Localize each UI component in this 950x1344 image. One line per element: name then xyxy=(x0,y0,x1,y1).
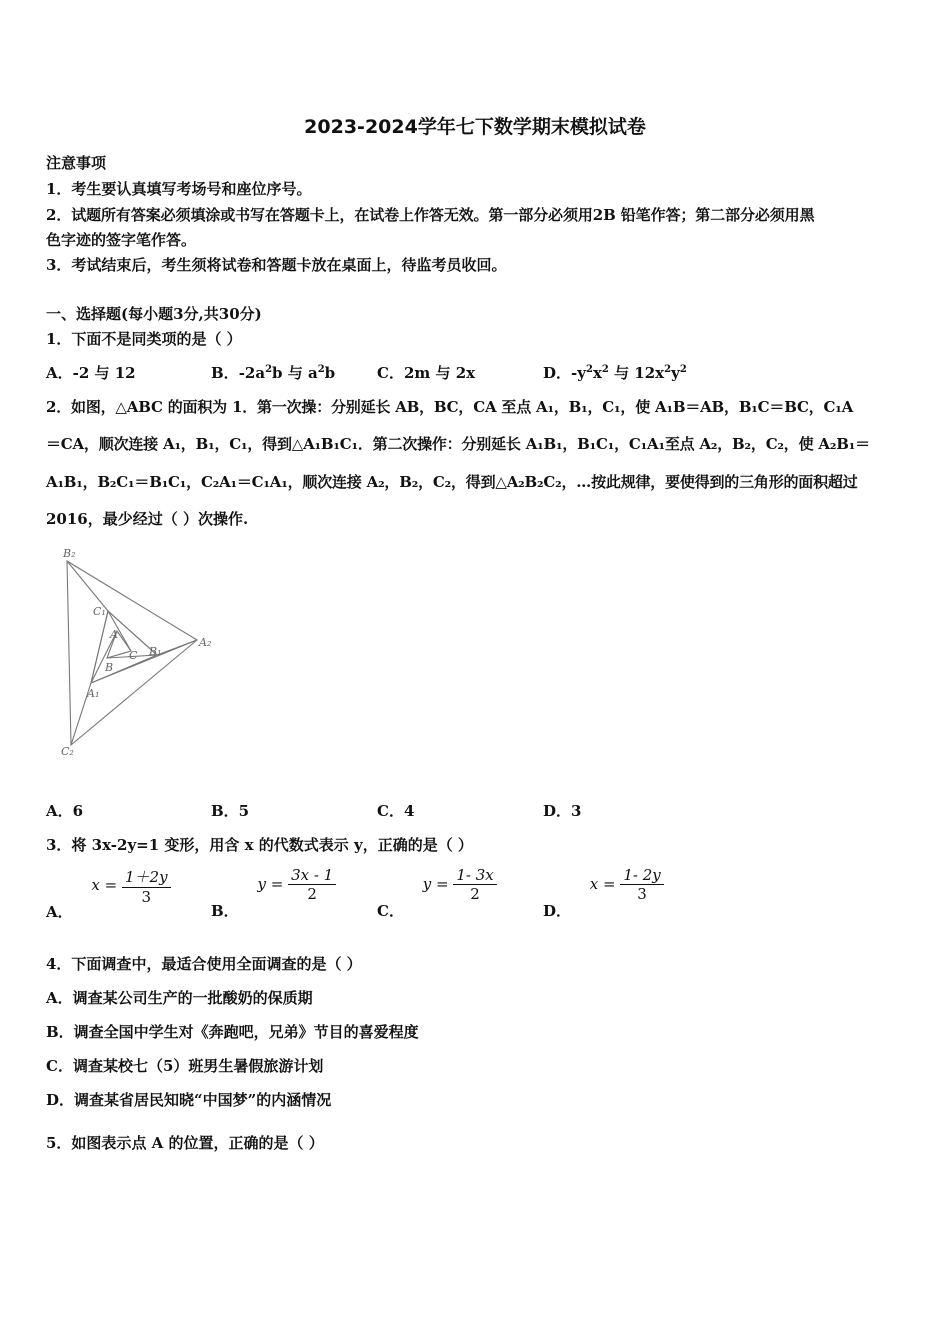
q4-option-d: D．调查某省居民知晓“中国梦”的内涵情况 xyxy=(46,1091,332,1109)
q2-option-d: D．3 xyxy=(543,802,582,820)
q1-option-a: A．-2 与 12 xyxy=(46,364,136,382)
q3-option-d: D． x = $\frac{1- 2y}{3}$ xyxy=(543,866,664,903)
q2-stem-line: ＝CA，顺次连接 A₁，B₁，C₁，得到△A₁B₁C₁．第二次操作：分别延长 A₁B₁，B₁C₁，C₁A₁至点 A₂，B₂，C₂，使 A₂B₁＝ xyxy=(46,435,870,453)
q1-option-d: D．$-y^2x^2$ 与 $12x^2y^2$ xyxy=(543,364,687,382)
page-title: 2023-2024学年七下数学期末模拟试卷 xyxy=(304,116,646,138)
figure-label-b2: B₂ xyxy=(63,547,76,560)
notice-item: 1．考生要认真填写考场号和座位序号。 xyxy=(46,180,312,198)
q2-option-a: A．6 xyxy=(46,802,84,820)
figure-label-c: C xyxy=(129,649,138,662)
q5-stem: 5．如图表示点 A 的位置，正确的是（ ） xyxy=(46,1134,324,1152)
notice-item: 色字迹的签字笔作答。 xyxy=(46,231,197,249)
figure-label-a1: A₁ xyxy=(87,687,100,700)
q2-stem-line: 2016，最少经过（ ）次操作. xyxy=(46,510,249,528)
q4-option-c: C．调查某校七（5）班男生暑假旅游计划 xyxy=(46,1057,324,1075)
q2-option-c: C．4 xyxy=(377,802,415,820)
section-heading: 一、选择题(每小题3分,共30分) xyxy=(46,305,262,323)
q3-option-b: B． y = $\frac{3x - 1}{2}$ xyxy=(211,866,336,903)
figure-label-b1: B₁ xyxy=(149,645,162,658)
q1-stem: 1．下面不是同类项的是（ ） xyxy=(46,330,242,348)
q3-option-c: C． y = $\frac{1- 3x}{2}$ xyxy=(377,866,497,903)
q2-stem-line: 2．如图，△ABC 的面积为 1．第一次操：分别延长 AB，BC，CA 至点 A₁，B₁，C₁，使 A₁B＝AB，B₁C＝BC，C₁A xyxy=(46,398,854,416)
q3-option-a: A． x = $\frac{1+2y}{3}$ xyxy=(46,866,171,906)
q1-option-c: C．2m 与 2x xyxy=(377,364,476,382)
figure-label-c1: C₁ xyxy=(93,605,106,618)
figure-label-b: B xyxy=(105,661,114,674)
q1-option-b: B．$-2a^2b$ 与 $a^2b$ xyxy=(211,364,336,382)
figure-label-a2: A₂ xyxy=(199,636,212,649)
q2-option-b: B．5 xyxy=(211,802,250,820)
q4-stem: 4．下面调查中，最适合使用全面调查的是（ ） xyxy=(46,955,362,973)
triangle-a1b1c1 xyxy=(91,611,157,683)
q4-option-a: A．调查某公司生产的一批酸奶的保质期 xyxy=(46,989,313,1007)
q4-option-b: B．调查全国中学生对《奔跑吧，兄弟》节目的喜爱程度 xyxy=(46,1023,419,1041)
figure-label-c2: C₂ xyxy=(61,745,74,758)
figure-label-a: A xyxy=(110,628,118,641)
notice-item: 3．考试结束后，考生须将试卷和答题卡放在桌面上，待监考员收回。 xyxy=(46,256,507,274)
triangle-figure xyxy=(55,543,225,763)
q3-stem: 3．将 3x-2y=1 变形，用含 x 的代数式表示 y，正确的是（ ） xyxy=(46,836,473,854)
notice-heading: 注意事项 xyxy=(46,154,107,172)
q2-stem-line: A₁B₁，B₂C₁＝B₁C₁，C₂A₁＝C₁A₁，顺次连接 A₂，B₂，C₂，得到△A₂B₂C₂，…按此规律，要使得到的三角形的面积超过 xyxy=(46,473,858,491)
notice-item: 2．试题所有答案必须填涂或书写在答题卡上，在试卷上作答无效。第一部分必须用2B 铅笔作答；第二部分必须用黑 xyxy=(46,206,815,224)
